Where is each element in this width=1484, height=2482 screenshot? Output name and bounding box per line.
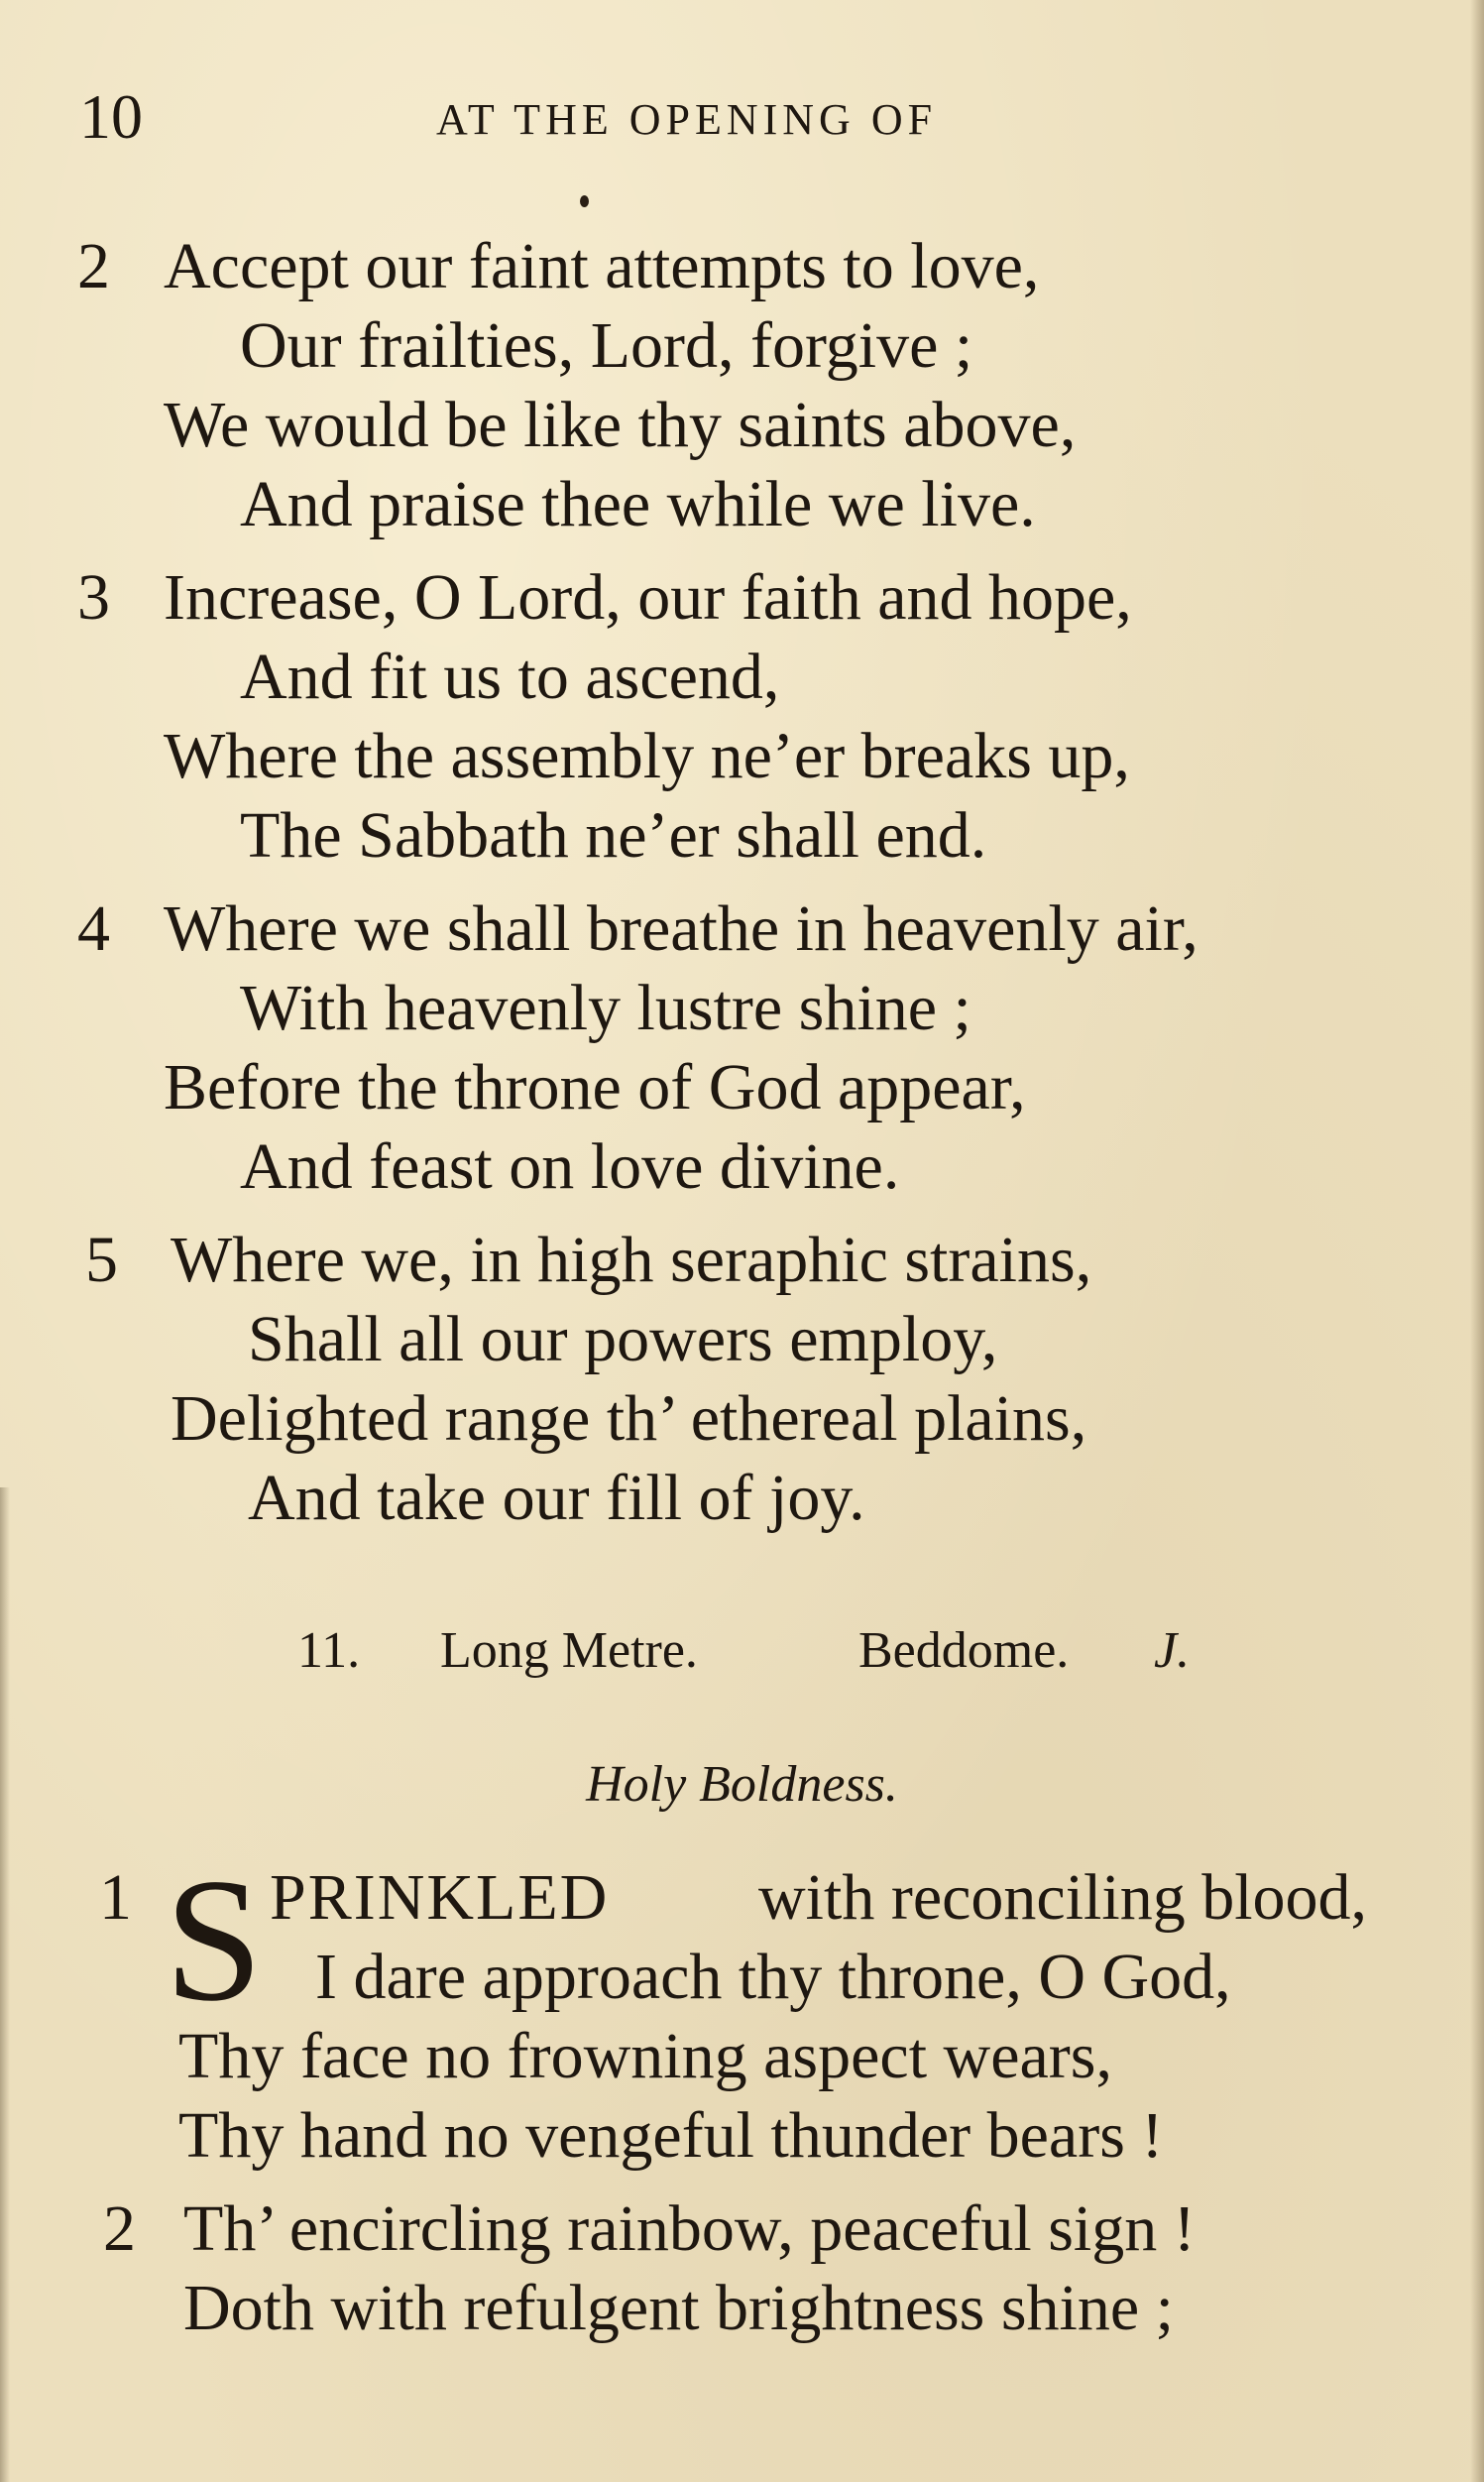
verse-line: And praise thee while we live. (240, 468, 1036, 540)
ink-dot (580, 195, 589, 207)
drop-cap: S (165, 1841, 263, 2038)
page-header (0, 77, 1484, 157)
verse-line: Th’ encircling rainbow, peaceful sign ! (183, 2192, 1196, 2265)
hymn-title: Holy Boldness. (586, 1756, 898, 1813)
running-title: AT THE OPENING OF (436, 95, 938, 144)
page-number: 10 (79, 81, 143, 152)
verse-line: Shall all our powers employ, (248, 1303, 998, 1375)
verse-number: 1 (99, 1861, 132, 1934)
hymn-number: 11. (297, 1622, 361, 1679)
hymn-mark: J. (1154, 1622, 1191, 1679)
verse-number: 2 (103, 2192, 136, 2265)
verse-line: Our frailties, Lord, forgive ; (240, 309, 973, 382)
verse-line: Where we shall breathe in heavenly air, (164, 892, 1199, 965)
verse-line: Where we, in high seraphic strains, (171, 1224, 1092, 1296)
verse-number: 3 (77, 561, 110, 634)
hymn-author: Beddome. (858, 1622, 1070, 1679)
verse-line: Increase, O Lord, our faith and hope, (164, 561, 1132, 634)
verse-line: Doth with refulgent brightness shine ; (183, 2272, 1175, 2344)
hymn-metre: Long Metre. (440, 1622, 698, 1679)
verse-line: Where the assembly ne’er breaks up, (164, 720, 1130, 792)
verse-line: Before the throne of God appear, (164, 1051, 1026, 1123)
verse-line: Delighted range th’ ethereal plains, (171, 1382, 1087, 1455)
verse-line: The Sabbath ne’er shall end. (240, 799, 987, 872)
verse-line: Accept our faint attempts to love, (164, 230, 1040, 302)
verse-number: 4 (77, 892, 110, 965)
verse-line: We would be like thy saints above, (164, 389, 1077, 461)
verse-line: with reconciling blood, (758, 1861, 1368, 1934)
verse-line: I dare approach thy throne, O God, (315, 1941, 1231, 2013)
verse-number: 5 (85, 1224, 118, 1296)
verse-line: With heavenly lustre shine ; (240, 972, 971, 1044)
verse-line: And take our fill of joy. (248, 1462, 865, 1534)
verse-line: Thy face no frowning aspect wears, (178, 2020, 1112, 2092)
verse-first-word: PRINKLED (270, 1861, 610, 1934)
verse-line: And feast on love divine. (240, 1130, 900, 1203)
verse-line: And fit us to ascend, (240, 641, 780, 713)
verse-number: 2 (77, 230, 110, 302)
verse-line: Thy hand no vengeful thunder bears ! (178, 2099, 1164, 2172)
